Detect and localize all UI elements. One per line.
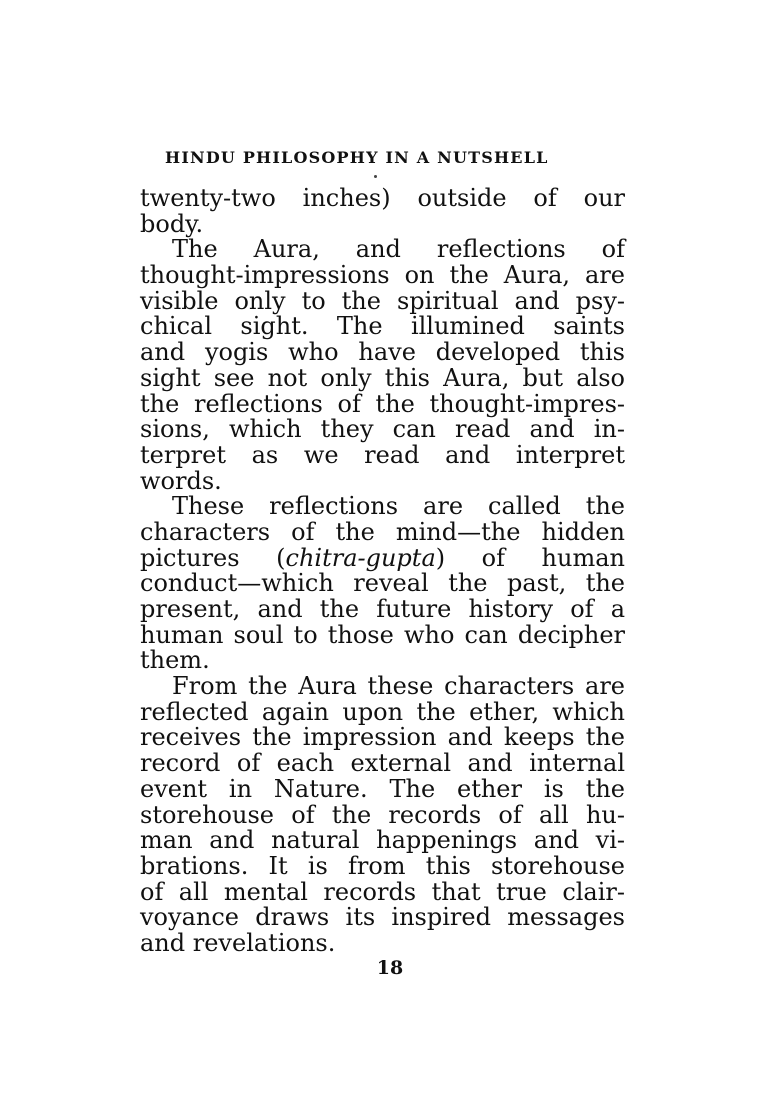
text-line: human soul to those who can decipher bbox=[140, 620, 625, 649]
text-line: sight see not only this Aura, but also bbox=[140, 363, 625, 392]
text-line: voyance draws its inspired messages bbox=[140, 903, 625, 932]
text-line bbox=[140, 543, 625, 572]
text-line: chical sight. The illumined saints bbox=[140, 312, 625, 341]
text-line: them. bbox=[140, 646, 210, 675]
page-number: 18 bbox=[376, 957, 404, 979]
text-line: storehouse of the records of all hu- bbox=[140, 800, 625, 829]
text-line: conduct—which reveal the past, the bbox=[140, 569, 625, 598]
text-line: characters of the mind—the hidden bbox=[140, 517, 625, 546]
text-line-pre: pictures ( bbox=[140, 543, 286, 572]
text-line: present, and the future history of a bbox=[140, 595, 625, 623]
italic-term: chitra-gupta bbox=[285, 543, 436, 572]
text-line: sions, which they can read and in- bbox=[140, 415, 625, 444]
text-line: brations. It is from this storehouse bbox=[140, 851, 625, 880]
text-line: body. bbox=[140, 209, 204, 238]
text-line: terpret as we read and interpret bbox=[140, 440, 625, 469]
text-line: The Aura, and reflections of bbox=[172, 235, 625, 264]
header-dot bbox=[374, 175, 377, 178]
text-line: of all mental records that true clair- bbox=[140, 877, 625, 906]
text-line: twenty-two inches) outside of our bbox=[140, 184, 625, 212]
text-line: words. bbox=[140, 466, 222, 495]
body-text bbox=[140, 186, 625, 957]
text-line: event in Nature. The ether is the bbox=[140, 774, 625, 803]
running-head-title: HINDU PHILOSOPHY IN A NUTSHELL bbox=[165, 148, 549, 167]
text-line: and yogis who have developed this bbox=[140, 338, 625, 367]
text-line: These reflections are called the bbox=[172, 492, 625, 521]
text-line: visible only to the spiritual and psy- bbox=[140, 286, 625, 315]
text-line: the reflections of the thought-impres- bbox=[140, 389, 625, 418]
text-line: record of each external and internal bbox=[140, 749, 625, 778]
text-line: and revelations. bbox=[140, 928, 336, 957]
text-line: From the Aura these characters are bbox=[172, 672, 625, 701]
text-line: reflected again upon the ether, which bbox=[140, 697, 625, 726]
text-line-post: ) of human bbox=[435, 543, 625, 572]
text-line: receives the impression and keeps the bbox=[140, 723, 625, 752]
running-head bbox=[165, 148, 605, 167]
text-line: man and natural happenings and vi- bbox=[140, 826, 625, 855]
text-line: thought-impressions on the Aura, are bbox=[140, 261, 625, 290]
